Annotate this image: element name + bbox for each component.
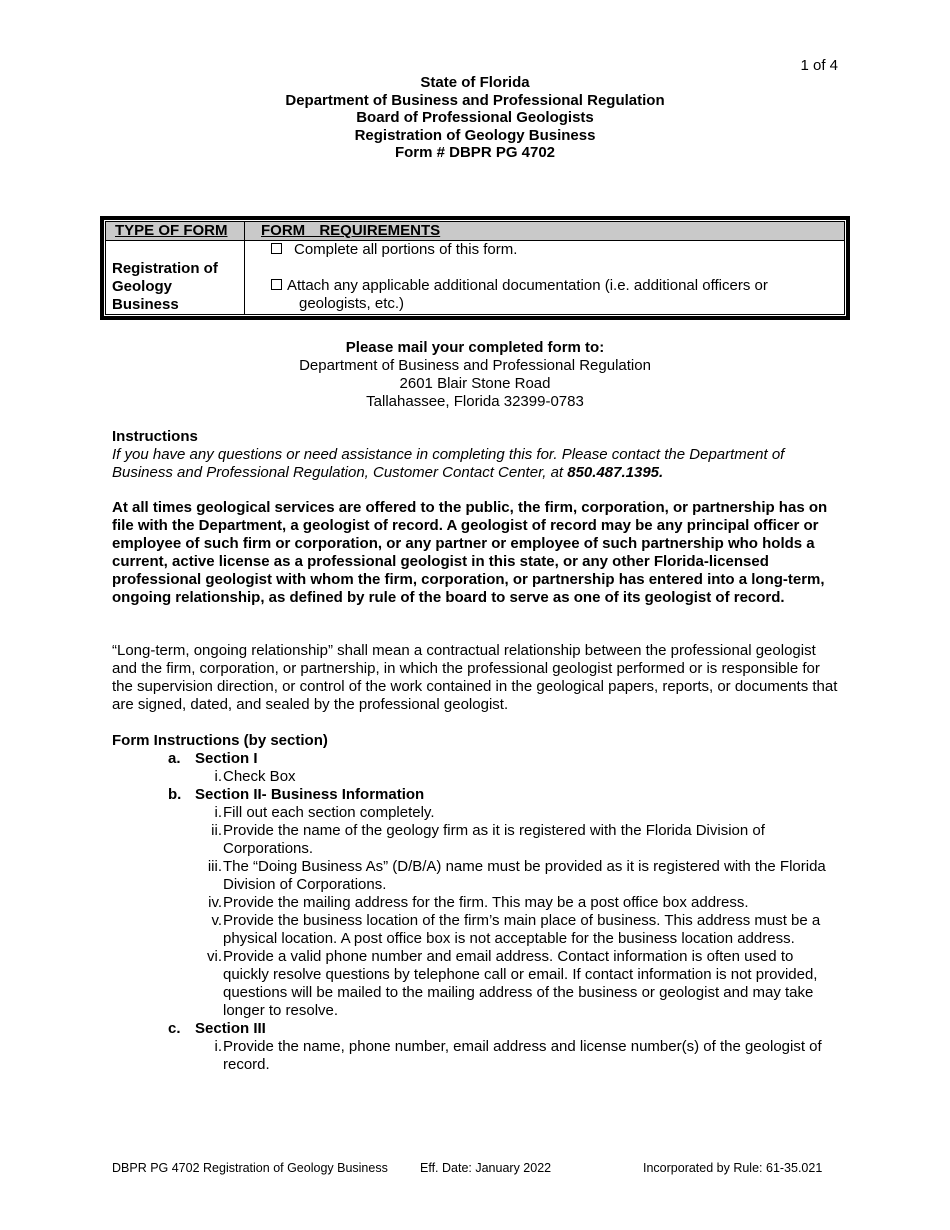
instruction-item: i. Fill out each section completely. xyxy=(214,804,435,821)
type-of-form-header: TYPE OF FORM xyxy=(115,222,228,239)
mail-line: Department of Business and Professional Regulation xyxy=(299,357,651,374)
mail-line: Tallahassee, Florida 32399-0783 xyxy=(366,393,584,410)
instruction-item: v. Provide the business location of the firm’s main place of business. This address must be a physical location. A post office box is not acceptable for the business location address. xyxy=(211,912,821,947)
form-instructions xyxy=(112,732,842,1074)
long-term-relationship-definition: “Long-term, ongoing relationship” shall mean a contractual relationship between the professional geologist and the firm, corporation, or partnership, in which the professional geologist performed or is responsible for the supervision direction, or control of the work contained in the geological papers, reports, or documents that are signed, dated, and sealed by the professional geologist. xyxy=(112,642,838,713)
header-board: Board of Professional Geologists xyxy=(356,109,594,126)
mailing-address xyxy=(0,339,950,411)
instruction-item: ii. Provide the name of the geology firm as it is registered with the Florida Division of Corporations. xyxy=(211,822,765,857)
checkbox-icon xyxy=(271,243,282,254)
requirements-table-header xyxy=(106,222,844,241)
header-state: State of Florida xyxy=(420,74,530,91)
section-heading: a. Section I xyxy=(168,750,258,767)
contact-phone: 850.487.1395. xyxy=(567,464,664,481)
header-form-number: Form # DBPR PG 4702 xyxy=(394,144,556,161)
section-heading: b. Section II- Business Information xyxy=(168,786,425,803)
instruction-item: i. Check Box xyxy=(214,768,296,785)
form-header xyxy=(0,74,950,162)
footer-effective-date: Eff. Date: January 2022 xyxy=(420,1161,552,1175)
instruction-item: iii. The “Doing Business As” (D/B/A) name must be provided as it is registered with the Florida Division of Corporations. xyxy=(207,858,826,893)
footer-form-name: DBPR PG 4702 Registration of Geology Business xyxy=(112,1161,388,1175)
instruction-item: iv. Provide the mailing address for the firm. This may be a post office box address. xyxy=(208,894,749,911)
section-heading: c. Section III xyxy=(168,1020,266,1037)
instructions-heading: Instructions xyxy=(112,428,198,445)
type-of-form-cell: Registration of Geology Business xyxy=(112,260,218,313)
page-number: 1 of 4 xyxy=(800,57,838,74)
requirement-item: Complete all portions of this form. xyxy=(271,241,517,259)
instruction-item: i. Provide the name, phone number, email address and license number(s) of the geologist of record. xyxy=(214,1038,822,1073)
requirements-table xyxy=(100,216,850,320)
requirement-item: Attach any applicable additional documentation (i.e. additional officers or geologists, etc.) xyxy=(271,277,831,313)
instructions-section xyxy=(112,428,842,482)
header-form-title: Registration of Geology Business xyxy=(354,126,596,144)
mail-line: 2601 Blair Stone Road xyxy=(399,375,551,392)
geologist-of-record-notice: At all times geological services are offered to the public, the firm, corporation, or partnership has on file with the Department, a geologist of record. A geologist of record may be any principal officer or employee of such firm or corporation, or any partner or employee of such partnership who holds a current, active license as a professional geologist in this state, or any other Florida-licensed professional geologist with whom the firm, corporation, or partnership has entered into a long-term, ongoing relationship, as defined by rule of the board to serve as one of its geologist of record. xyxy=(112,499,828,606)
header-department: Department of Business and Professional Regulation xyxy=(285,91,665,109)
instruction-item: vi. Provide a valid phone number and email address. Contact information is often used to quickly resolve questions by telephone call or email. If contact information is not provided, questions will be mailed to the mailing address of the business or geologist and may take longer to resolve. xyxy=(207,948,818,1019)
form-instructions-heading: Form Instructions (by section) xyxy=(112,732,328,749)
form-requirements-header: FORM REQUIREMENTS xyxy=(261,222,441,239)
footer-rule: Incorporated by Rule: 61-35.021 xyxy=(643,1161,823,1175)
instructions-text: If you have any questions or need assistance in completing this for. Please contact the Department of Business and Professional Regulation, Customer Contact Center, at 850.487.1395. xyxy=(112,446,785,481)
checkbox-icon xyxy=(271,279,282,290)
mail-heading: Please mail your completed form to: xyxy=(345,339,605,356)
